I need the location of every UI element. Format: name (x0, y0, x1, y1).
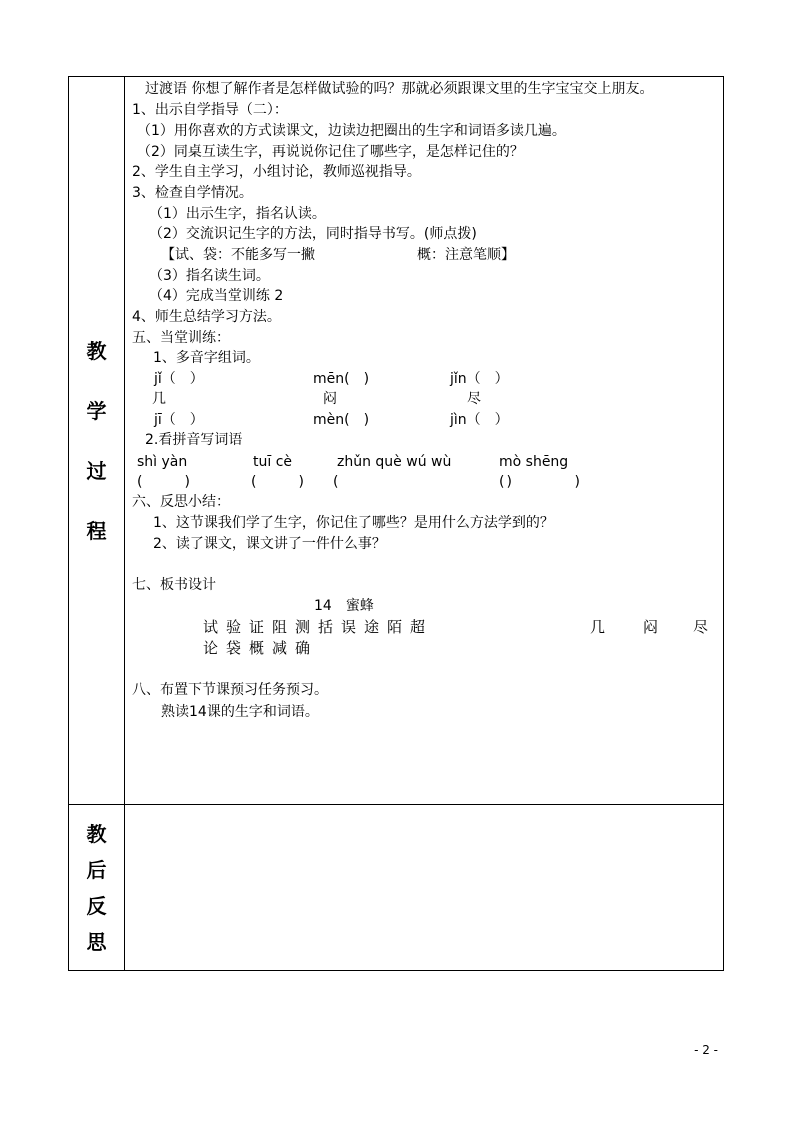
section-five-heading: 五、当堂训练： (132, 330, 230, 346)
check-step-2: （2）交流识记生字的方法，同时指导书写。(师点拨) (149, 226, 477, 242)
label-char: 教 (86, 821, 107, 846)
pinyin-shiyan: shì yàn (137, 454, 188, 470)
pinyin-men1: mēn( ) (313, 371, 370, 387)
board-char-men: 闷 (643, 618, 667, 636)
label-char: 思 (86, 929, 107, 954)
answer-blank-4: ( ) (499, 474, 580, 490)
check-step-1: （1）出示生字，指名认读。 (149, 206, 326, 222)
process-content-cell (125, 77, 724, 805)
summary-method-line: 4、师生总结学习方法。 (132, 309, 281, 325)
answer-blank-1: ( ) (137, 474, 190, 490)
pinyin-jin3: jǐn（ ） (450, 371, 509, 387)
process-label-cell (69, 77, 125, 805)
char-ji: 几 (152, 391, 166, 407)
check-step-3: （3）指名读生词。 (149, 268, 270, 284)
transition-line: 过渡语 你想了解作者是怎样做试验的吗？那就必须跟课文里的生字宝宝交上朋友。 (145, 81, 654, 97)
char-men: 闷 (323, 391, 337, 407)
pinyin-ji3: jǐ（ ） (154, 371, 204, 387)
label-char: 程 (86, 518, 107, 543)
section-six-heading: 六、反思小结： (132, 494, 230, 510)
board-char-jin: 尽 (693, 618, 717, 636)
teaching-process-label (69, 321, 124, 561)
answer-blank-2: ( ) (251, 474, 304, 490)
pinyin-ji1: jī（ ） (154, 412, 204, 428)
reflection-question-2: 2、读了课文，课文讲了一件什么事？ (153, 536, 386, 552)
section-eight-heading: 八、布置下节课预习任务预习。 (132, 682, 328, 698)
pinyin-tuice: tuī cè (253, 454, 293, 470)
pinyin-mosheng: mò shēng (499, 454, 569, 470)
writing-tip-2: 概：注意笔顺】 (417, 247, 515, 263)
pinyin-jin4: jìn（ ） (450, 412, 509, 428)
label-char: 学 (86, 398, 107, 423)
char-jin: 尽 (467, 391, 481, 407)
label-char: 教 (86, 338, 107, 363)
self-study-line: 2、学生自主学习，小组讨论，教师巡视指导。 (132, 164, 421, 180)
reflection-question-1: 1、这节课我们学了生字，你记住了哪些？是用什么方法学到的？ (153, 515, 554, 531)
guide-step-2: （2）同桌互读生字，再说说你记住了哪些字，是怎样记住的？ (137, 144, 524, 160)
polyphone-heading: 1、多音字组词。 (153, 350, 260, 366)
check-heading: 3、检查自学情况。 (132, 185, 253, 201)
writing-tip-1: 【试、袋：不能多写一撇 (161, 247, 315, 263)
preview-task: 熟读14课的生字和词语。 (161, 704, 319, 720)
post-teaching-reflection-label (69, 816, 124, 960)
board-chars-row-1: 试验证阻测括误途陌超 (203, 618, 434, 636)
reflection-content-cell[interactable] (125, 805, 724, 971)
guide-heading: 1、出示自学指导（二）： (132, 102, 288, 118)
board-char-ji: 几 (590, 618, 614, 636)
guide-step-1: （1）用你喜欢的方式读课文，边读边把圈出的生字和词语多读几遍。 (137, 123, 566, 139)
pinyin-men4: mèn( ) (313, 412, 370, 428)
check-step-4: （4）完成当堂训练 2 (149, 288, 284, 304)
pinyin-zhunquewuwu: zhǔn què wú wù (337, 454, 452, 470)
label-char: 过 (86, 458, 107, 483)
board-title: 14 蜜蜂 (314, 598, 374, 614)
label-char: 后 (86, 857, 107, 882)
reflection-label-cell (69, 805, 125, 971)
answer-blank-3: ( ) (333, 474, 512, 490)
pinyin-writing-heading: 2.看拼音写词语 (145, 432, 243, 448)
label-char: 反 (86, 893, 107, 918)
lesson-plan-table (68, 76, 724, 971)
page-number: - 2 - (694, 1043, 718, 1057)
section-seven-heading: 七、板书设计 (132, 577, 216, 593)
board-chars-row-2: 论袋概减确 (203, 639, 319, 657)
